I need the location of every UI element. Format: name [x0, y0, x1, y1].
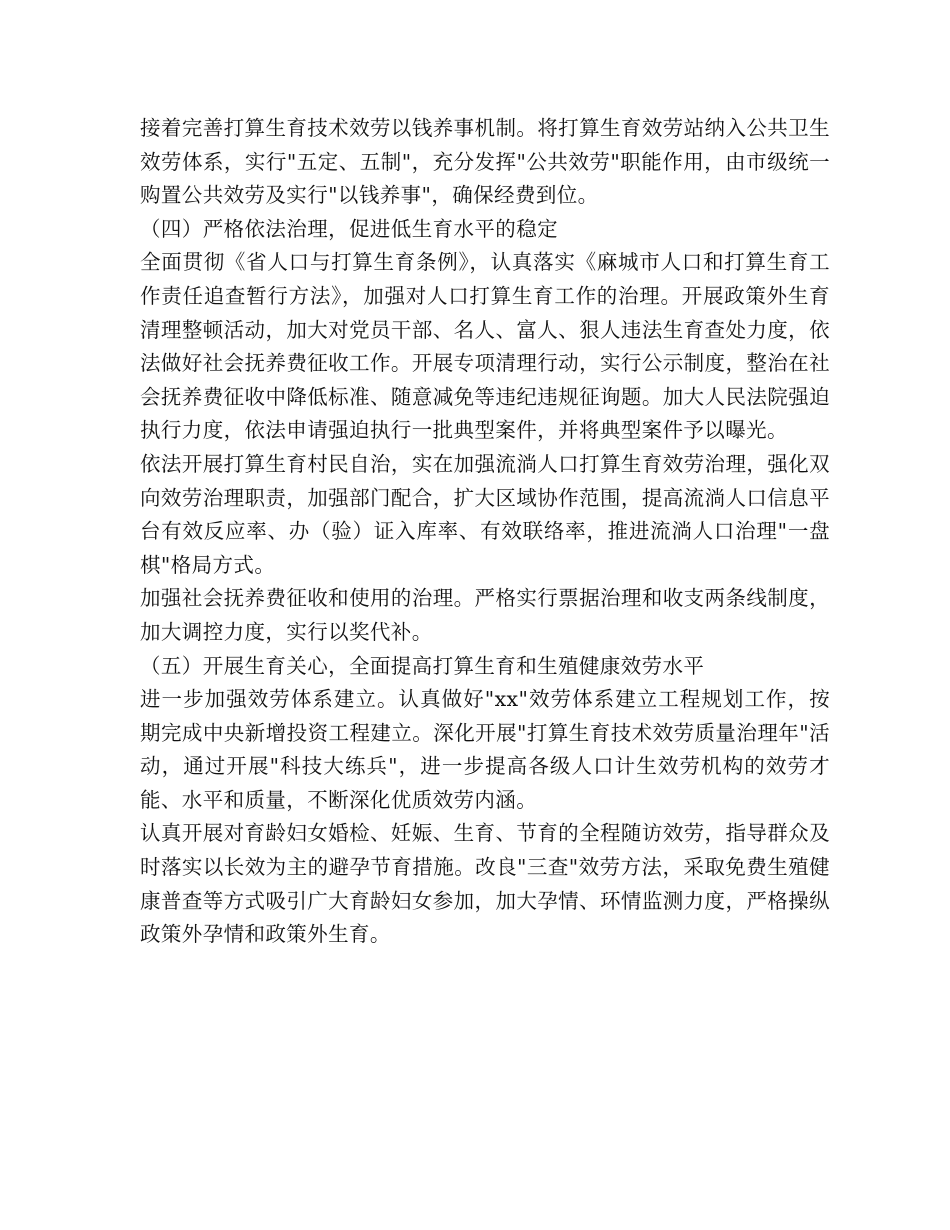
- paragraph-service-system: 进一步加强效劳体系建立。认真做好"xx"效劳体系建立工程规划工作，按期完成中央新增投资工程建立。深化开展"打算生育技术效劳质量治理年"活动，通过开展"科技大练兵"，进一步提高各级人口计生效劳机构的效劳才能、水平和质量，不断深化优质效劳内涵。: [140, 687, 830, 812]
- paragraph-floating-population: 依法开展打算生育村民自治，实在加强流淌人口打算生育效劳治理，强化双向效劳治理职责，加强部门配合，扩大区域协作范围，提高流淌人口信息平台有效反应率、办（验）证入库率、有效联络率，推进流淌人口治理"一盘棋"格局方式。: [140, 451, 830, 577]
- paragraph-funding-mechanism: 接着完善打算生育技术效劳以钱养事机制。将打算生育效劳站纳入公共卫生效劳体系，实行"五定、五制"，充分发挥"公共效劳"职能作用，由市级统一购置公共效劳及实行"以钱养事"，确保经费到位。: [140, 116, 830, 208]
- document-body: [140, 112, 830, 952]
- section-heading-4: （四）严格依法治理，促进低生育水平的稳定: [140, 216, 558, 241]
- paragraph-fee-management: 加强社会抚养费征收和使用的治理。严格实行票据治理和收支两条线制度，加大调控力度，实行以奖代补。: [140, 586, 830, 644]
- paragraph-law-enforcement: 全面贯彻《省人口与打算生育条例》，认真落实《麻城市人口和打算生育工作责任追查暂行方法》，加强对人口打算生育工作的治理。开展政策外生育清理整顿活动，加大对党员干部、名人、富人、狠人违法生育查处力度，依法做好社会抚养费征收工作。开展专项清理行动，实行公示制度，整治在社会抚养费征收中降低标准、随意减免等违纪违规征询题。加大人民法院强迫执行力度，依法申请强迫执行一批典型案件，并将典型案件予以曝光。: [140, 250, 830, 443]
- section-heading-5: （五）开展生育关心，全面提高打算生育和生殖健康效劳水平: [140, 653, 705, 678]
- paragraph-follow-up-service: 认真开展对育龄妇女婚检、妊娠、生育、节育的全程随访效劳，指导群众及时落实以长效为主的避孕节育措施。改良"三查"效劳方法，采取免费生殖健康普查等方式吸引广大育龄妇女参加，加大孕情、环情监测力度，严格操纵政策外孕情和政策外生育。: [140, 821, 830, 947]
